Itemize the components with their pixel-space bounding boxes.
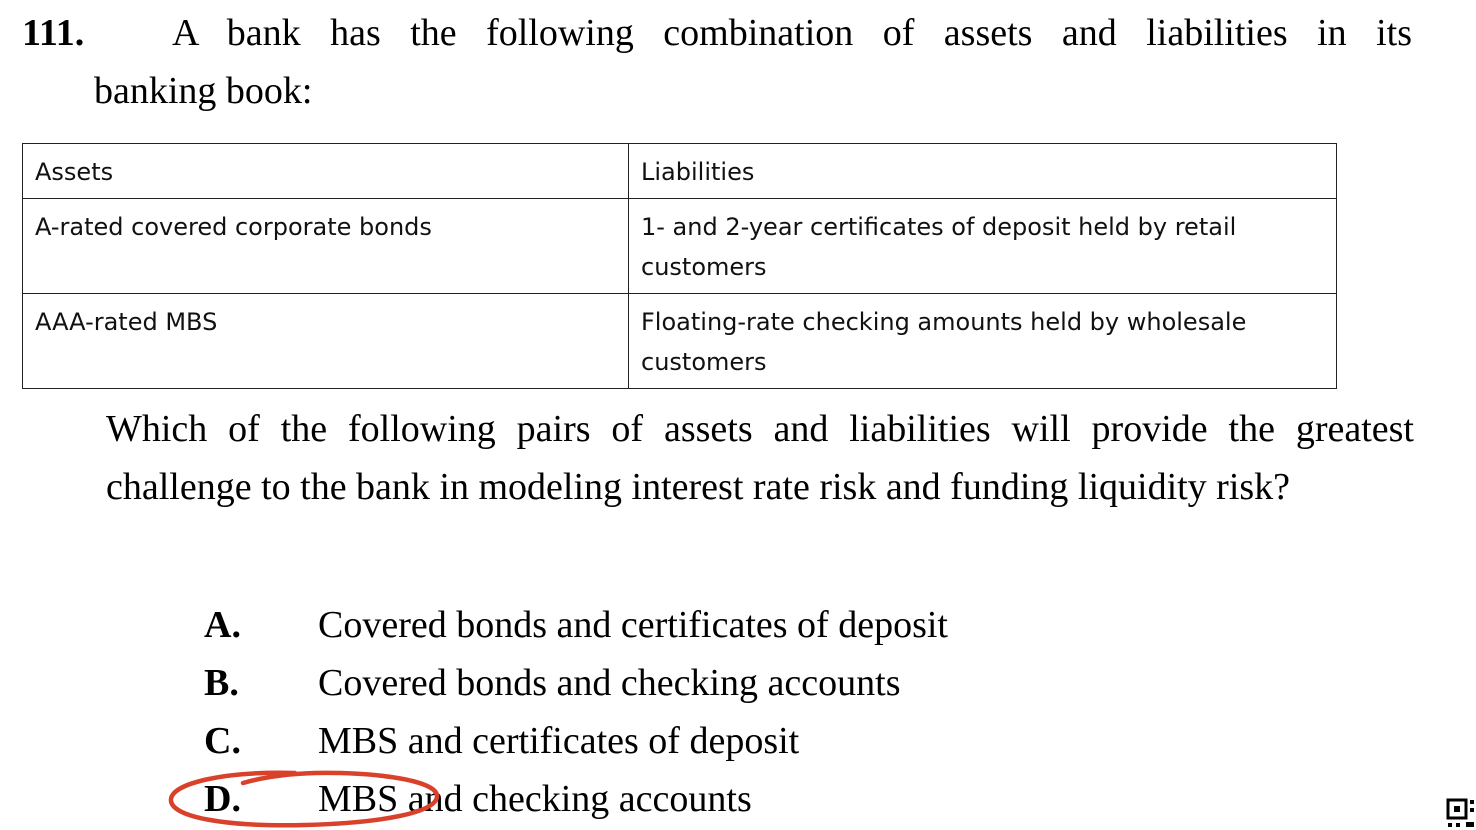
table-row [23,199,1337,294]
option-letter: D. [204,778,241,820]
question-stem-line-1: A bank has the following combination of assets and liabilities in its [172,12,1412,54]
table-cell-asset: A-rated covered corporate bonds [23,199,629,294]
option-text: Covered bonds and certificates of deposit [318,604,948,646]
option-letter: A. [204,604,241,646]
table-header-liabilities: Liabilities [629,144,1337,199]
qr-code-icon [1446,796,1476,830]
option-text: MBS and certificates of deposit [318,720,800,762]
option-text: MBS and checking accounts [318,778,752,820]
table-cell-liability: 1- and 2-year certificates of deposit held by retail customers [629,199,1337,294]
table-header-row [23,144,1337,199]
table-header-assets: Assets [23,144,629,199]
option-text: Covered bonds and checking accounts [318,662,901,704]
question-stem-line-2: banking book: [94,70,313,112]
option-letter: C. [204,720,241,762]
option-letter: B. [204,662,239,704]
table-cell-liability: Floating-rate checking amounts held by wholesale customers [629,294,1337,389]
assets-liabilities-table [22,143,1337,389]
question-number: 111. [22,12,85,54]
table-row [23,294,1337,389]
question-prompt: Which of the following pairs of assets and liabilities will provide the greatest challenge to the bank in modeling interest rate risk and funding liquidity risk? [106,408,1414,508]
table-cell-asset: AAA-rated MBS [23,294,629,389]
